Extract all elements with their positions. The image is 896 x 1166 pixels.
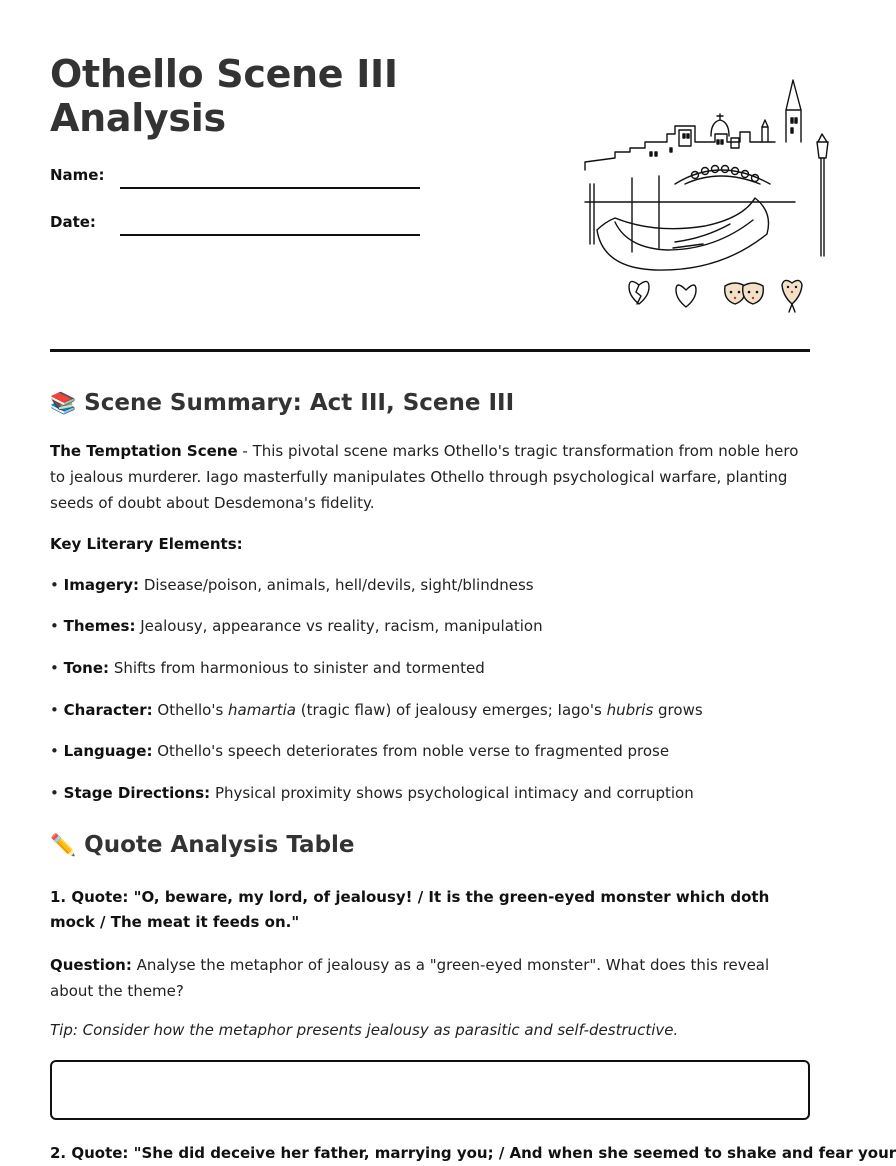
tip-1: Tip: Consider how the metaphor presents jealousy as parasitic and self-destructive. — [50, 1021, 679, 1039]
bullet-mark: • — [50, 742, 59, 760]
title-line-2: Analysis — [50, 96, 226, 140]
element-emphasis-a: hamartia — [228, 701, 296, 719]
list-item — [50, 616, 543, 636]
header-divider — [50, 349, 810, 352]
element-text: Shifts from harmonious to sinister and tormented — [113, 659, 485, 677]
quote-1: 1. Quote: "O, beware, my lord, of jealousy! / It is the green-eyed monster which doth mock / The meat it feeds on." — [50, 888, 770, 931]
question-label: Question: — [50, 956, 132, 974]
list-item — [50, 741, 669, 761]
summary-intro-bold: The Temptation Scene — [50, 442, 238, 460]
name-field[interactable] — [120, 187, 420, 189]
name-label: Name: — [50, 166, 105, 184]
bullet-mark: • — [50, 784, 59, 802]
summary-heading-text: Scene Summary: Act III, Scene III — [84, 390, 515, 416]
element-label: Stage Directions: — [63, 784, 211, 802]
element-text: Disease/poison, animals, hell/devils, sight/blindness — [143, 576, 534, 594]
element-text-b: (tragic flaw) of jealousy emerges; Iago's — [295, 701, 607, 719]
summary-intro — [50, 438, 802, 516]
bullet-mark: • — [50, 576, 59, 594]
element-label: Themes: — [63, 617, 136, 635]
quote-analysis-heading-text: Quote Analysis Table — [84, 832, 355, 858]
element-text: Jealousy, appearance vs reality, racism, manipulation — [140, 617, 543, 635]
pencil-icon: ✏️ — [50, 833, 77, 857]
bullet-mark: • — [50, 659, 59, 677]
page-title — [50, 52, 398, 140]
list-item — [50, 575, 534, 595]
summary-heading — [50, 390, 514, 416]
element-text-c: grows — [653, 701, 703, 719]
element-emphasis-b: hubris — [606, 701, 654, 719]
summary-intro-text: - This pivotal scene marks Othello's tragic transformation from noble hero to jealous murderer. Iago masterfully manipulates Othello through psychological warfare, planting seeds of doubt about Desdemona's fidelity. — [50, 442, 799, 512]
element-label: Tone: — [63, 659, 110, 677]
element-text: Othello's speech deteriorates from noble verse to fragmented prose — [157, 742, 670, 760]
answer-box-1[interactable] — [50, 1060, 810, 1120]
list-item — [50, 658, 485, 678]
element-label: Character: — [63, 701, 153, 719]
bullet-mark: • — [50, 701, 59, 719]
quote-analysis-heading — [50, 832, 355, 858]
bullet-mark: • — [50, 617, 59, 635]
element-text: Physical proximity shows psychological intimacy and corruption — [214, 784, 694, 802]
date-label: Date: — [50, 213, 96, 231]
question-text: Analyse the metaphor of jealousy as a "green-eyed monster". What does this reveal about the theme? — [50, 956, 770, 1000]
element-text-a: Othello's — [157, 701, 229, 719]
key-elements-label: Key Literary Elements: — [50, 535, 243, 553]
quote-2: 2. Quote: "She did deceive her father, marrying you; / And when she seemed to shake and fear your — [50, 1144, 896, 1162]
list-item — [50, 783, 694, 803]
venice-gondola-illustration — [555, 72, 795, 317]
question-1 — [50, 952, 802, 1004]
element-label: Imagery: — [63, 576, 140, 594]
element-label: Language: — [63, 742, 153, 760]
list-item — [50, 700, 703, 720]
title-line-1: Othello Scene III — [50, 52, 398, 96]
date-field[interactable] — [120, 234, 420, 236]
books-icon: 📚 — [50, 391, 77, 415]
